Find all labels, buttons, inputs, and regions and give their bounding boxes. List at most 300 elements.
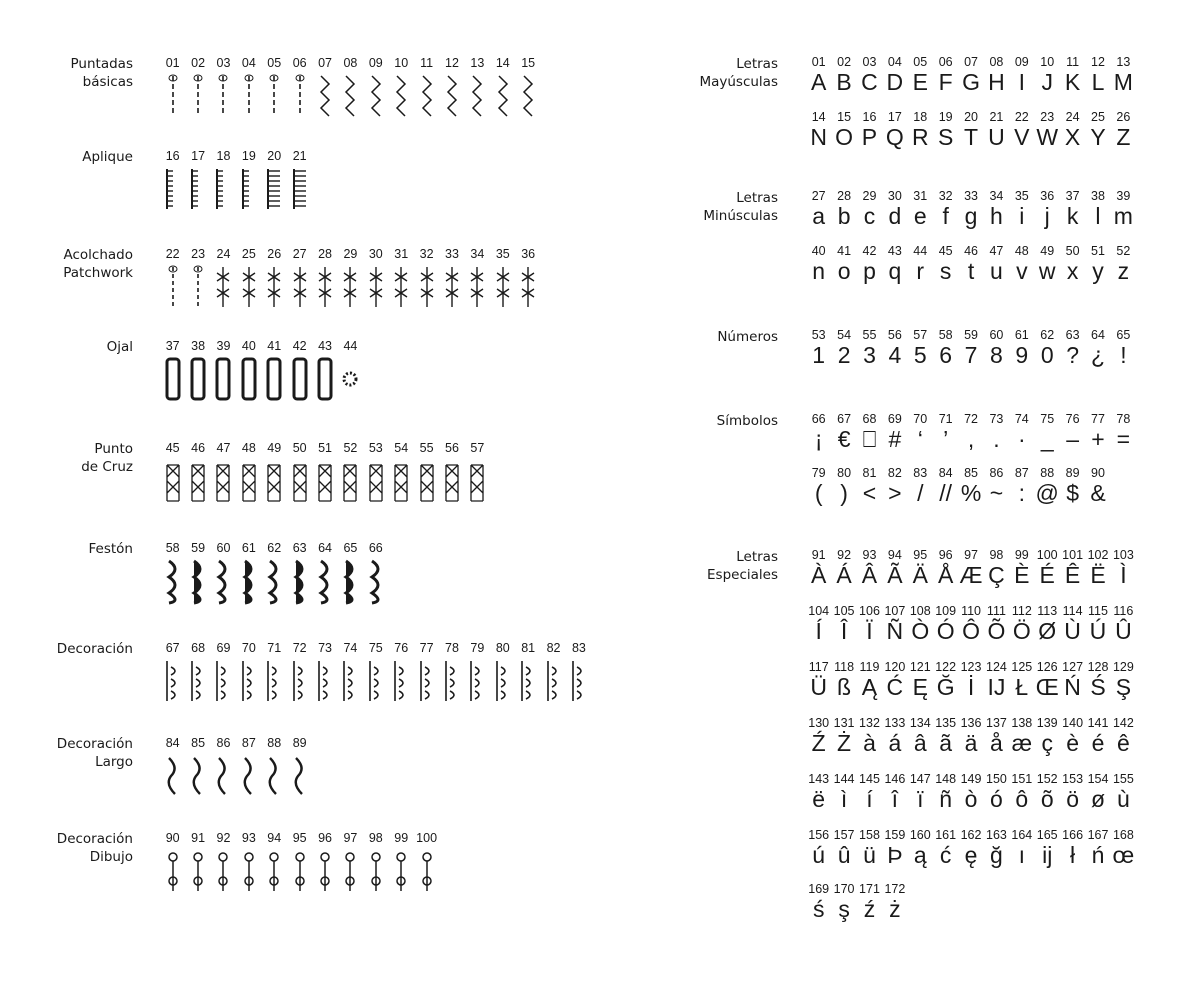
char-number: 35: [1014, 189, 1029, 203]
char-glyph: ł: [1070, 842, 1076, 868]
char-glyph: 6: [939, 342, 953, 368]
category-label: [707, 548, 778, 584]
char-number: 19: [938, 110, 953, 124]
char-glyph: /: [917, 480, 924, 506]
char-number: 160: [909, 828, 931, 842]
char-number: 132: [859, 716, 880, 730]
category-label: [57, 830, 133, 866]
stitch-number: 51: [318, 441, 332, 455]
char-glyph: :: [1018, 480, 1026, 506]
stitch-pattern-icon: [287, 847, 312, 895]
char-number: 54: [837, 328, 852, 342]
stitch-pattern-icon: [414, 847, 439, 895]
char-number: 22: [1014, 110, 1029, 124]
char-glyph: È: [1014, 562, 1030, 588]
stitch-number: 91: [191, 831, 206, 845]
stitch-number: 59: [191, 541, 206, 555]
char-glyph: +: [1091, 426, 1105, 452]
char-number: 123: [960, 660, 982, 674]
char-glyph: ż: [889, 896, 901, 922]
stitch-number: 50: [292, 441, 307, 455]
char-number: 167: [1087, 828, 1109, 842]
char-glyph: f: [942, 203, 949, 229]
char-number: 115: [1088, 604, 1108, 618]
char-number: 118: [834, 660, 855, 674]
char-number: 25: [1091, 110, 1105, 124]
char-number: 66: [811, 412, 826, 426]
stitch-pattern-icon: [262, 847, 287, 895]
char-number: 142: [1112, 716, 1134, 730]
char-glyph: i: [1019, 203, 1025, 229]
category-label: [71, 55, 133, 91]
stitch-number: 49: [267, 441, 282, 455]
stitch-number: 69: [216, 641, 231, 655]
char-glyph: Ó: [936, 618, 955, 644]
char-number: 58: [938, 328, 953, 342]
char-number: 149: [960, 772, 982, 786]
char-glyph: O: [835, 124, 854, 150]
stitch-number: 33: [445, 247, 459, 261]
stitch-number: 37: [165, 339, 180, 353]
char-number: 39: [1116, 189, 1131, 203]
category-label-line: Festón: [88, 541, 133, 557]
category-label: [107, 338, 133, 356]
stitch-pattern-icon: [389, 847, 414, 895]
stitch-pattern-icon: [185, 355, 210, 403]
char-number: 147: [909, 772, 931, 786]
stitch-number: 38: [191, 339, 206, 353]
char-number: 165: [1036, 828, 1058, 842]
stitch-number: 57: [470, 441, 485, 455]
stitch-pattern-icon: [236, 752, 261, 800]
char-glyph: â: [913, 730, 927, 756]
stitch-pattern-icon: [236, 263, 261, 311]
stitch-pattern-icon: [465, 457, 490, 505]
stitch-pattern-icon: [465, 72, 490, 120]
char-number: 86: [989, 466, 1004, 480]
char-glyph: Ô: [962, 618, 980, 644]
char-glyph: ć: [939, 842, 952, 868]
char-glyph: Ä: [912, 562, 928, 588]
stitch-number: 13: [470, 56, 485, 70]
stitch-pattern-icon: [287, 72, 312, 120]
char-number: 164: [1011, 828, 1033, 842]
stitch-pattern-icon: [236, 847, 261, 895]
stitch-number: 54: [394, 441, 409, 455]
char-number: 05: [913, 55, 928, 69]
char-number: 43: [887, 244, 902, 258]
char-glyph: ë: [812, 786, 826, 812]
char-number: 152: [1036, 772, 1058, 786]
stitch-pattern-icon: [185, 263, 210, 311]
stitch-number: 12: [445, 56, 459, 70]
stitch-pattern-icon: [262, 355, 287, 403]
stitch-pattern-icon: [262, 557, 287, 605]
char-number: 161: [935, 828, 957, 842]
char-glyph: ü: [863, 842, 876, 868]
char-glyph: Û: [1115, 618, 1132, 644]
char-number: 47: [989, 244, 1004, 258]
stitch-pattern-icon: [262, 165, 287, 213]
char-number: 135: [935, 716, 957, 730]
category-label-line: Letras: [736, 56, 778, 72]
stitch-pattern-icon: [160, 165, 185, 213]
char-glyph: t: [967, 258, 975, 284]
stitch-number: 83: [571, 641, 586, 655]
stitch-number: 25: [241, 247, 256, 261]
stitch-number: 76: [394, 641, 409, 655]
stitch-number: 78: [445, 641, 459, 655]
category-label: [717, 412, 778, 430]
stitch-pattern-icon: [414, 72, 439, 120]
char-glyph: W: [1036, 124, 1059, 150]
char-number: 70: [913, 412, 928, 426]
stitch-pattern-icon: [363, 847, 388, 895]
char-number: 102: [1087, 548, 1109, 562]
char-number: 129: [1112, 660, 1134, 674]
stitch-pattern-icon: [414, 457, 439, 505]
stitch-pattern-icon: [414, 657, 439, 705]
char-glyph: y: [1092, 258, 1104, 284]
char-glyph: ä: [964, 730, 978, 756]
stitch-pattern-icon: [389, 263, 414, 311]
char-number: 119: [859, 660, 880, 674]
char-number: 148: [935, 772, 957, 786]
char-number: 171: [859, 882, 880, 896]
char-number: 91: [811, 548, 826, 562]
char-number: 89: [1065, 466, 1080, 480]
char-number: 162: [960, 828, 982, 842]
category-label: [82, 148, 133, 166]
char-number: 100: [1036, 548, 1058, 562]
char-number: 145: [859, 772, 880, 786]
char-glyph: ą: [913, 842, 927, 868]
stitch-number: 20: [267, 149, 282, 163]
stitch-pattern-icon: [414, 263, 439, 311]
char-glyph: ź: [863, 896, 876, 922]
char-glyph: ·: [1017, 426, 1026, 452]
stitch-pattern-icon: [160, 847, 185, 895]
char-glyph: D: [886, 69, 904, 95]
char-number: 48: [1014, 244, 1029, 258]
char-glyph: ¿: [1090, 342, 1106, 368]
char-glyph: v: [1016, 258, 1028, 284]
char-number: 49: [1040, 244, 1055, 258]
stitch-number: 10: [394, 56, 409, 70]
stitch-pattern-icon: [312, 457, 337, 505]
stitch-pattern-icon: [185, 847, 210, 895]
char-glyph: X: [1064, 124, 1081, 150]
stitch-pattern-icon: [160, 752, 185, 800]
char-glyph: Â: [861, 562, 878, 588]
char-glyph: Î: [840, 618, 848, 644]
stitch-number: 70: [241, 641, 256, 655]
char-number: 159: [884, 828, 906, 842]
char-glyph: x: [1066, 258, 1079, 284]
stitch-number: 15: [521, 56, 536, 70]
char-glyph: Ú: [1089, 618, 1107, 644]
char-number: 57: [913, 328, 928, 342]
char-glyph: IJ: [987, 674, 1006, 700]
category-label-line: Largo: [95, 754, 133, 770]
category-label-line: Letras: [736, 549, 778, 565]
char-glyph: ę: [964, 842, 978, 868]
char-glyph: R: [911, 124, 929, 150]
stitch-pattern-icon: [389, 72, 414, 120]
char-number: 02: [837, 55, 852, 69]
char-number: 99: [1014, 548, 1029, 562]
char-number: 136: [960, 716, 982, 730]
char-number: 166: [1062, 828, 1084, 842]
char-glyph: Ê: [1064, 562, 1081, 588]
stitch-number: 94: [267, 831, 282, 845]
char-glyph: p: [863, 258, 876, 284]
category-label-line: Mayúsculas: [699, 74, 778, 90]
stitch-number: 23: [191, 247, 206, 261]
char-glyph: Ż: [837, 730, 852, 756]
char-number: 112: [1011, 604, 1032, 618]
char-number: 134: [909, 716, 931, 730]
stitch-pattern-icon: [439, 72, 464, 120]
char-glyph: Õ: [987, 618, 1006, 644]
char-glyph: ù: [1116, 786, 1130, 812]
char-glyph: s: [939, 258, 952, 284]
stitch-pattern-icon: [312, 263, 337, 311]
stitch-number: 42: [292, 339, 307, 353]
char-glyph: T: [964, 124, 979, 150]
char-number: 104: [808, 604, 830, 618]
stitch-pattern-icon: [363, 263, 388, 311]
stitch-pattern-icon: [287, 165, 312, 213]
stitch-pattern-icon: [287, 557, 312, 605]
char-glyph: //: [939, 480, 953, 506]
char-number: 27: [811, 189, 826, 203]
char-glyph: ‘: [917, 426, 923, 452]
char-number: 130: [808, 716, 830, 730]
stitch-pattern-icon: [566, 657, 591, 705]
char-number: 18: [913, 110, 928, 124]
stitch-number: 72: [292, 641, 307, 655]
stitch-number: 53: [368, 441, 383, 455]
category-label-line: Números: [717, 329, 778, 345]
char-glyph: u: [990, 258, 1003, 284]
char-glyph: k: [1066, 203, 1079, 229]
char-number: 169: [808, 882, 830, 896]
char-glyph: d: [888, 203, 902, 229]
stitch-pattern-icon: [490, 657, 515, 705]
char-glyph: Y: [1090, 124, 1106, 150]
char-number: 88: [1040, 466, 1055, 480]
stitch-number: 90: [165, 831, 180, 845]
char-glyph: _: [1040, 426, 1054, 452]
char-glyph: Ź: [811, 730, 826, 756]
stitch-pattern-icon: [160, 657, 185, 705]
char-number: 117: [808, 660, 829, 674]
char-number: 61: [1014, 328, 1029, 342]
char-number: 59: [964, 328, 978, 342]
char-glyph: Ñ: [886, 618, 904, 644]
char-glyph: K: [1064, 69, 1081, 95]
char-number: 156: [808, 828, 830, 842]
char-glyph: Ù: [1064, 618, 1081, 644]
stitch-number: 58: [165, 541, 180, 555]
char-glyph: 1: [812, 342, 826, 368]
char-number: 46: [964, 244, 978, 258]
stitch-number: 48: [241, 441, 256, 455]
stitch-pattern-icon: [465, 263, 490, 311]
stitch-number: 92: [216, 831, 231, 845]
char-glyph: ã: [939, 730, 953, 756]
char-number: 07: [964, 55, 978, 69]
char-number: 17: [887, 110, 902, 124]
stitch-pattern-icon: [160, 457, 185, 505]
char-glyph: @: [1035, 480, 1059, 506]
char-glyph: Ü: [810, 674, 827, 700]
char-number: 121: [909, 660, 931, 674]
char-glyph: =: [1116, 426, 1131, 452]
char-number: 72: [964, 412, 978, 426]
char-glyph: N: [810, 124, 827, 150]
stitch-pattern-icon: [262, 72, 287, 120]
char-number: 146: [884, 772, 906, 786]
char-glyph: B: [836, 69, 852, 95]
char-glyph: ): [840, 480, 848, 506]
char-number: 52: [1116, 244, 1131, 258]
stitch-number: 75: [368, 641, 383, 655]
char-number: 11: [1066, 55, 1080, 69]
stitch-pattern-icon: [363, 457, 388, 505]
stitch-number: 03: [216, 56, 231, 70]
char-number: 16: [862, 110, 877, 124]
stitch-number: 47: [216, 441, 231, 455]
stitch-number: 65: [343, 541, 358, 555]
stitch-number: 45: [165, 441, 180, 455]
category-label: [717, 328, 778, 346]
char-glyph: ñ: [939, 786, 953, 812]
char-number: 33: [964, 189, 978, 203]
char-glyph: L: [1091, 69, 1105, 95]
stitch-pattern-icon: [363, 557, 388, 605]
char-number: 83: [913, 466, 928, 480]
stitch-number: 09: [368, 56, 383, 70]
char-number: 111: [986, 604, 1006, 618]
char-number: 128: [1087, 660, 1109, 674]
char-glyph: r: [916, 258, 925, 284]
char-glyph: 7: [964, 342, 978, 368]
stitch-pattern-icon: [312, 355, 337, 403]
char-glyph: á: [888, 730, 902, 756]
stitch-pattern-icon: [236, 557, 261, 605]
stitch-number: 19: [241, 149, 256, 163]
char-glyph: Ã: [887, 562, 903, 588]
stitch-pattern-icon: [515, 72, 540, 120]
char-number: 53: [811, 328, 826, 342]
char-number: 37: [1065, 189, 1080, 203]
char-number: 20: [964, 110, 978, 124]
stitch-pattern-icon: [236, 165, 261, 213]
char-glyph: Æ: [959, 562, 983, 588]
char-number: 38: [1091, 189, 1105, 203]
char-number: 23: [1040, 110, 1055, 124]
stitch-number: 46: [191, 441, 206, 455]
char-glyph: 8: [990, 342, 1003, 368]
category-label: [57, 640, 133, 658]
char-glyph: ş: [838, 896, 850, 922]
stitch-number: 01: [165, 56, 180, 70]
stitch-pattern-icon: [490, 72, 515, 120]
char-glyph: ?: [1066, 342, 1079, 368]
category-label: [699, 55, 778, 91]
char-number: 120: [884, 660, 906, 674]
char-number: 158: [859, 828, 880, 842]
char-number: 116: [1113, 604, 1134, 618]
category-label-line: Símbolos: [716, 413, 778, 429]
char-glyph: ı: [1018, 842, 1026, 868]
char-glyph: í: [866, 786, 873, 812]
char-number: 45: [938, 244, 953, 258]
char-glyph: <: [862, 480, 877, 506]
char-number: 21: [989, 110, 1004, 124]
char-number: 71: [938, 412, 953, 426]
char-number: 78: [1116, 412, 1131, 426]
char-glyph: P: [861, 124, 878, 150]
stitch-pattern-icon: [338, 557, 363, 605]
stitch-pattern-icon: [515, 263, 540, 311]
char-glyph: é: [1091, 730, 1105, 756]
char-number: 144: [833, 772, 855, 786]
char-glyph: Œ: [1035, 674, 1059, 700]
char-number: 44: [913, 244, 928, 258]
char-number: 29: [862, 189, 877, 203]
char-number: 75: [1040, 412, 1055, 426]
char-number: 140: [1062, 716, 1084, 730]
stitch-number: 24: [216, 247, 231, 261]
char-glyph: Ş: [1115, 674, 1132, 700]
char-glyph: İ: [967, 674, 975, 700]
char-number: 30: [887, 189, 902, 203]
stitch-number: 81: [521, 641, 536, 655]
stitch-pattern-icon: [439, 457, 464, 505]
char-number: 137: [986, 716, 1007, 730]
char-number: 113: [1037, 604, 1058, 618]
char-glyph: E: [912, 69, 928, 95]
char-glyph: n: [812, 258, 826, 284]
stitch-number: 18: [216, 149, 231, 163]
char-glyph: o: [837, 258, 851, 284]
stitch-number: 98: [368, 831, 383, 845]
stitch-number: 71: [267, 641, 282, 655]
char-glyph: è: [1066, 730, 1079, 756]
char-glyph: C: [861, 69, 878, 95]
char-glyph: Ą: [861, 674, 878, 700]
char-number: 157: [833, 828, 855, 842]
category-label: [57, 735, 133, 771]
char-glyph: ń: [1091, 842, 1105, 868]
char-number: 110: [961, 604, 981, 618]
stitch-pattern-icon: [312, 657, 337, 705]
char-glyph: ó: [990, 786, 1003, 812]
char-glyph: g: [964, 203, 978, 229]
char-number: 80: [837, 466, 852, 480]
char-glyph: €: [837, 426, 851, 452]
stitch-number: 87: [241, 736, 256, 750]
char-glyph: Z: [1116, 124, 1131, 150]
stitch-number: 96: [318, 831, 332, 845]
stitch-number: 08: [343, 56, 358, 70]
char-glyph: ğ: [990, 842, 1003, 868]
stitch-pattern-icon: [160, 263, 185, 311]
char-number: 26: [1116, 110, 1131, 124]
